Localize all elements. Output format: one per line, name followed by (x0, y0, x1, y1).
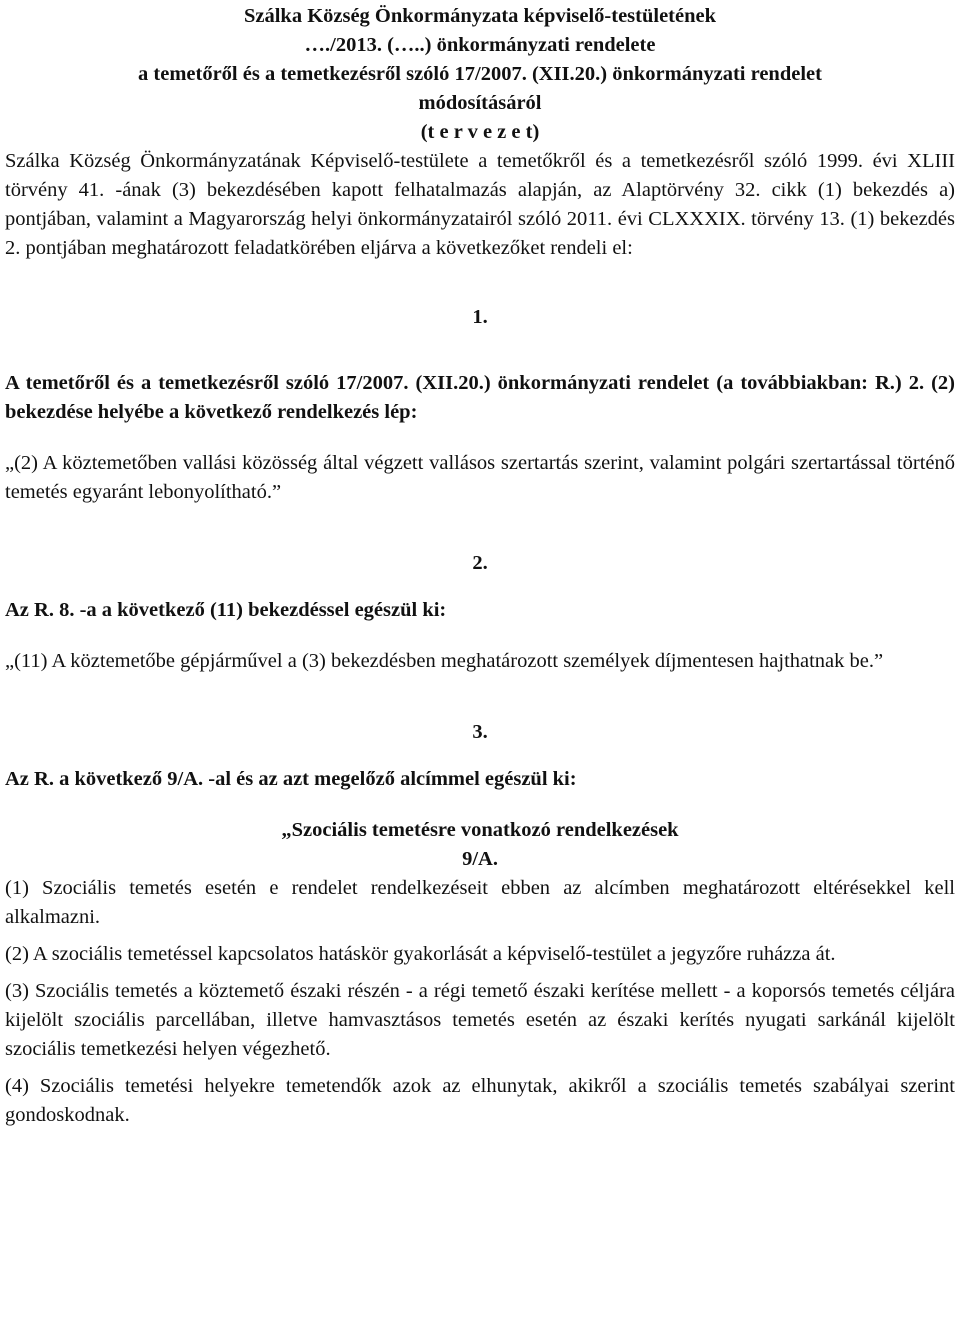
subsection-9a-heading: 9/A. (462, 848, 498, 870)
document-title (5, 2, 955, 147)
paragraph-9a-3: (3) Szociális temetés a köztemető északi részén - a régi temető északi kerítése mellett - a koporsós temetés céljára kijelölt szociális parcellában, illetve hamvasztásos temetés esetén az északi kerítés nyugati sarkánál kijelölt szociális temetkezési helyen végezhető. (5, 980, 955, 1060)
section-3-heading: 3. (472, 721, 488, 743)
paragraph-9a-1: (1) Szociális temetés esetén e rendelet rendelkezéseit ebben az alcímben meghatározott eltérésekkel kell alkalmazni. (5, 877, 955, 928)
title-line-3: a temetőről és a temetkezésről szóló 17/2007. (XII.20.) önkormányzati rendelet (138, 63, 822, 85)
title-line-5: (t e r v e z e t) (420, 121, 540, 143)
section-1-intro: A temetőről és a temetkezésről szóló 17/2007. (XII.20.) önkormányzati rendelet (a továbbiakban: R.) 2. (2) bekezdése helyébe a következő rendelkezés lép: (5, 372, 955, 423)
section-3-intro: Az R. a következő 9/A. -al és az azt megelőző alcímmel egészül ki: (5, 768, 577, 790)
paragraph-9a-4: (4) Szociális temetési helyekre temetendők azok az elhunytak, akikről a szociális temetés szabályai szerint gondoskodnak. (5, 1075, 955, 1126)
title-line-1: Szálka Község Önkormányzata képviselő-testületének (243, 5, 717, 27)
title-line-2: …./2013. (…..) önkormányzati rendelete (304, 34, 656, 56)
section-2-heading: 2. (472, 552, 488, 574)
paragraph-9a-2: (2) A szociális temetéssel kapcsolatos hatáskör gyakorlását a képviselő-testület a jegyzőre ruházza át. (5, 943, 836, 965)
section-1-quote: „(2) A köztemetőben vallási közösség által végzett vallásos szertartás szerint, valamint polgári szertartással történő temetés egyaránt lebonyolítható.” (5, 452, 955, 503)
section-2-intro: Az R. 8. -a a következő (11) bekezdéssel egészül ki: (5, 599, 447, 621)
preamble-paragraph: Szálka Község Önkormányzatának Képviselő-testülete a temetőkről és a temetkezésről szóló 1999. évi XLIII törvény 41. -ának (3) bekezdésében kapott felhatalmazás alapján, az Alaptörvény 32. cikk (1) bekezdés a) pontjában, valamint a Magyarország helyi önkormányzatairól szóló 2011. évi CLXXXIX. törvény 13. (1) bekezdés 2. pontjában meghatározott feladatkörében eljárva a következőket rendeli el: (5, 150, 955, 259)
subtitle-social-burial: „Szociális temetésre vonatkozó rendelkezések (281, 819, 679, 841)
section-1-heading: 1. (472, 306, 488, 328)
title-line-4: módosításáról (418, 92, 542, 114)
section-2-quote: „(11) A köztemetőbe gépjárművel a (3) bekezdésben meghatározott személyek díjmentesen hajthatnak be.” (5, 650, 884, 672)
